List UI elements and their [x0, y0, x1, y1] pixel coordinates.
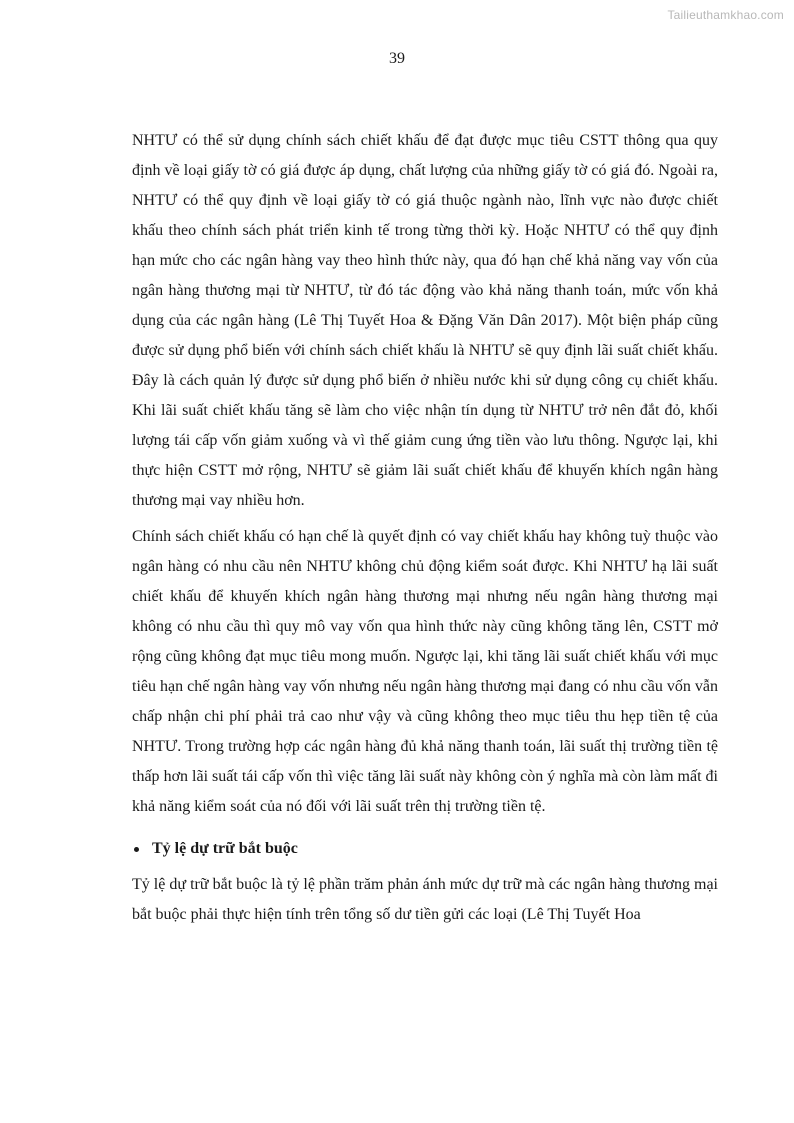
bullet-icon [134, 847, 139, 852]
page-number: 39 [389, 50, 405, 67]
watermark: Tailieuthamkhao.com [667, 8, 784, 22]
paragraph-discount-limitations: Chính sách chiết khấu có hạn chế là quyết định có vay chiết khấu hay không tuỳ thuộc vào ngân hàng có nhu cầu nên NHTƯ không chủ động kiểm soát được. Khi NHTƯ hạ lãi suất chiết khấu để khuyến khích ngân hàng thương mại nhưng nếu ngân hàng thương mại không có nhu cầu thì quy mô vay vốn qua hình thức này cũng không tăng lên, CSTT mở rộng cũng không đạt mục tiêu mong muốn. Ngược lại, khi tăng lãi suất chiết khấu với mục tiêu hạn chế ngân hàng vay vốn nhưng nếu ngân hàng thương mại đang có nhu cầu vốn vẫn chấp nhận chi phí phải trả cao như vậy và cũng không theo mục tiêu thu hẹp tiền tệ của NHTƯ. Trong trường hợp các ngân hàng đủ khả năng thanh toán, lãi suất thị trường tiền tệ thấp hơn lãi suất tái cấp vốn thì việc tăng lãi suất này không còn ý nghĩa mà còn làm mất đi khả năng kiểm soát của nó đối với lãi suất trên thị trường tiền tệ. [132, 528, 718, 815]
paragraph-reserve-ratio: Tỷ lệ dự trữ bắt buộc là tỷ lệ phần trăm phản ánh mức dự trữ mà các ngân hàng thương mại bắt buộc phải thực hiện tính trên tổng số dư tiền gửi các loại (Lê Thị Tuyết Hoa [132, 876, 718, 923]
section-heading [132, 834, 718, 864]
document-body [132, 126, 718, 930]
paragraph-discount-policy: NHTƯ có thể sử dụng chính sách chiết khấu để đạt được mục tiêu CSTT thông qua quy định về loại giấy tờ có giá được áp dụng, chất lượng của những giấy tờ có giá đó. Ngoài ra, NHTƯ có thể quy định về loại giấy tờ có giá thuộc ngành nào, lĩnh vực nào được chiết khấu theo chính sách phát triển kinh tế trong từng thời kỳ. Hoặc NHTƯ có thể quy định hạn mức cho các ngân hàng vay theo hình thức này, qua đó hạn chế khả năng vay vốn của ngân hàng thương mại từ NHTƯ, từ đó tác động vào khả năng thanh toán, mức vốn khả dụng của các ngân hàng (Lê Thị Tuyết Hoa & Đặng Văn Dân 2017). Một biện pháp cũng được sử dụng phổ biến với chính sách chiết khấu là NHTƯ sẽ quy định lãi suất chiết khấu. Đây là cách quản lý được sử dụng phổ biến ở nhiều nước khi sử dụng công cụ chiết khấu. Khi lãi suất chiết khấu tăng sẽ làm cho việc nhận tín dụng từ NHTƯ trở nên đắt đỏ, khối lượng tái cấp vốn giảm xuống và vì thế giảm cung ứng tiền vào lưu thông. Ngược lại, khi thực hiện CSTT mở rộng, NHTƯ sẽ giảm lãi suất chiết khấu để khuyến khích ngân hàng thương mại vay nhiều hơn. [132, 132, 718, 509]
section-heading-text: Tỷ lệ dự trữ bắt buộc [152, 840, 298, 857]
